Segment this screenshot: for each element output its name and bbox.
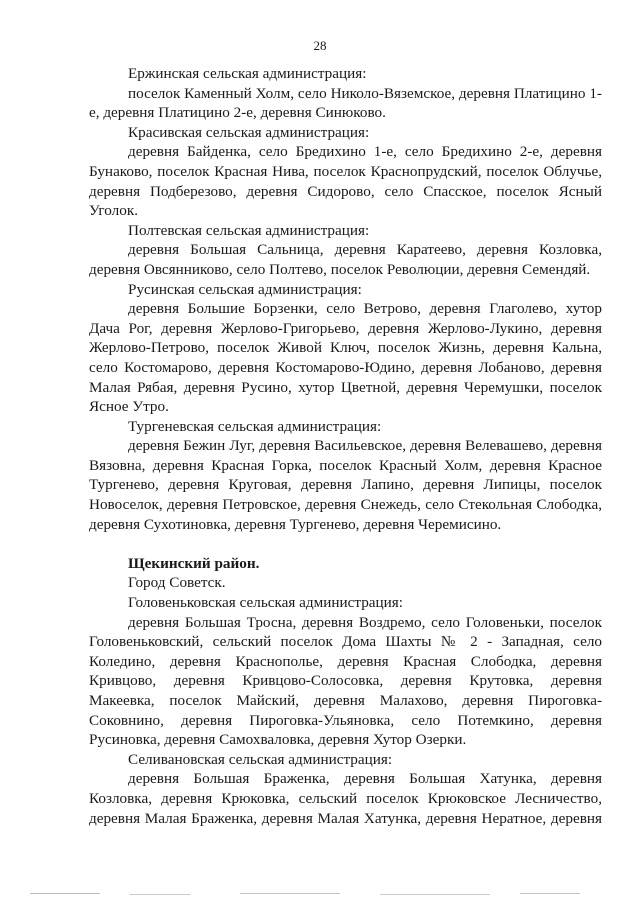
settlement-list-selivanovskaya: деревня Большая Браженка, деревня Большая Хатунка, деревня Козловка, деревня Крюковка, сельский поселок Крюковское Лесничество, деревня Малая Браженка, деревня Малая Хатунка, деревня Нератное, деревня	[89, 770, 602, 827]
admin-heading-selivanovskaya: Селивановская сельская администрация:	[128, 750, 393, 768]
district-heading-shchekinsky: Щекинский район.	[128, 554, 260, 572]
scan-artifact-line	[240, 893, 340, 894]
settlement-list-rusinskaya: деревня Большие Борзенки, село Ветрово, деревня Глаголево, хутор Дача Рог, деревня Жерлово-Григорьево, деревня Жерлово-Лукино, деревня Жерлово-Петрово, поселок Живой Ключ, поселок Жизнь, деревня Кальна, село Костомарово, деревня Костомарово-Юдино, деревня Лобаново, деревня Малая Рябая, деревня Русино, хутор Цветной, деревня Черемушки, поселок Ясное Утро.	[89, 300, 602, 416]
settlement-list-turgenevskaya: деревня Бежин Луг, деревня Васильевское, деревня Велевашево, деревня Вязовна, деревня Красная Горка, поселок Красный Холм, деревня Красное Тургенево, деревня Круговая, деревня Лапино, деревня Липицы, поселок Новоселок, деревня Петровское, деревня Снежедь, село Стекольная Слободка, деревня Сухотиновка, деревня Тургенево, деревня Черемисино.	[89, 437, 602, 533]
settlement-list-erzhinskaya: поселок Каменный Холм, село Николо-Вяземское, деревня Платицино 1-е, деревня Платицино 2-е, деревня Синюково.	[89, 84, 602, 122]
page-number: 28	[313, 38, 327, 53]
document-body	[89, 64, 602, 828]
settlement-list-krasivskaya: деревня Байденка, село Бредихино 1-е, село Бредихино 2-е, деревня Бунаково, поселок Красная Нива, поселок Краснопрудский, поселок Облучье, деревня Подберезово, деревня Сидорово, село Спасское, поселок Ясный Уголок.	[89, 143, 602, 220]
admin-heading-erzhinskaya: Ержинская сельская администрация:	[128, 65, 367, 82]
settlement-list-golovenkovskaya: деревня Большая Тросна, деревня Воздремо, село Головеньки, поселок Головеньковский, сельский поселок Дома Шахты № 2 - Западная, село Коледино, деревня Краснополье, деревня Красная Слободка, деревня Кривцово, деревня Кривцово-Солосовка, деревня Крутовка, деревня Макеевка, поселок Майский, деревня Малахово, деревня Пироговка-Соковнино, деревня Пироговка-Ульяновка, село Потемкино, деревня Русиновка, деревня Самохваловка, деревня Хутор Озерки.	[89, 613, 602, 749]
admin-heading-poltevskaya: Полтевская сельская администрация:	[128, 221, 370, 239]
city-sovetsk: Город Советск.	[128, 574, 226, 592]
admin-heading-rusinskaya: Русинская сельская администрация:	[128, 280, 362, 298]
settlement-list-poltevskaya: деревня Большая Сальница, деревня Каратеево, деревня Козловка, деревня Овсянниково, село Полтево, поселок Революции, деревня Семендяй.	[89, 241, 602, 278]
scan-artifact-line	[130, 894, 190, 895]
scan-artifact-line	[520, 893, 580, 894]
admin-heading-turgenevskaya: Тургеневская сельская администрация:	[128, 417, 382, 435]
scan-artifact-line	[380, 894, 490, 895]
admin-heading-golovenkovskaya: Головеньковская сельская администрация:	[128, 594, 403, 612]
admin-heading-krasivskaya: Красивская сельская администрация:	[128, 123, 370, 141]
scan-artifact-line	[30, 893, 100, 894]
